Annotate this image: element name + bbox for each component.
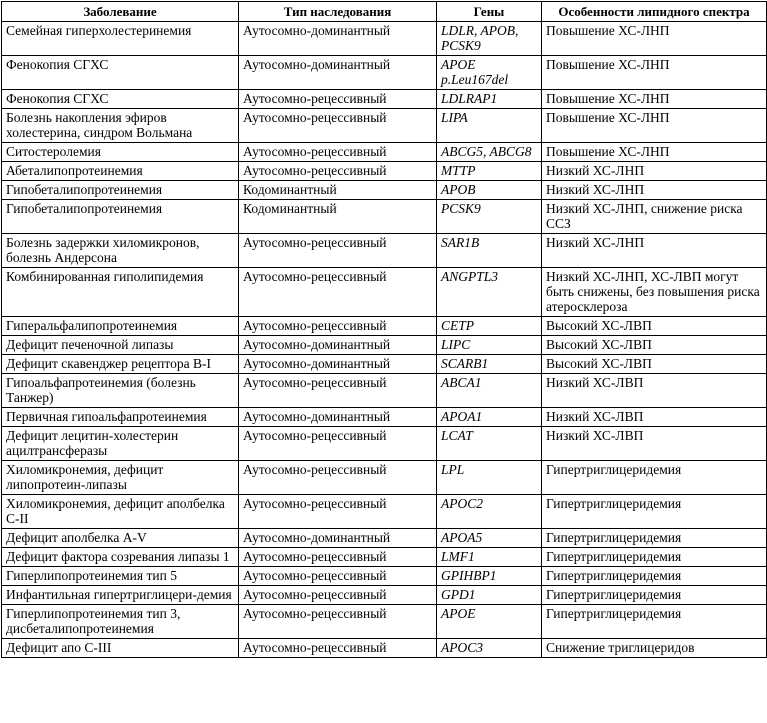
table-row	[2, 374, 767, 408]
table-row	[2, 605, 767, 639]
cell-lipid-profile: Низкий ХС-ЛНП, снижение риска ССЗ	[542, 200, 767, 234]
cell-lipid-profile: Повышение ХС-ЛНП	[542, 143, 767, 162]
cell-inheritance: Аутосомно-рецессивный	[239, 605, 437, 639]
cell-genes: ABCG5, ABCG8	[437, 143, 542, 162]
cell-genes: APOE p.Leu167del	[437, 56, 542, 90]
table-row	[2, 22, 767, 56]
table-row	[2, 109, 767, 143]
table-row	[2, 317, 767, 336]
cell-genes: LCAT	[437, 427, 542, 461]
cell-genes: LIPA	[437, 109, 542, 143]
cell-lipid-profile: Низкий ХС-ЛНП	[542, 234, 767, 268]
cell-lipid-profile: Низкий ХС-ЛВП	[542, 427, 767, 461]
cell-inheritance: Аутосомно-рецессивный	[239, 586, 437, 605]
cell-lipid-profile: Гипертриглицеридемия	[542, 548, 767, 567]
table-row	[2, 268, 767, 317]
cell-inheritance: Аутосомно-рецессивный	[239, 461, 437, 495]
cell-genes: SCARB1	[437, 355, 542, 374]
table-row	[2, 529, 767, 548]
cell-inheritance: Аутосомно-рецессивный	[239, 162, 437, 181]
cell-genes: LMF1	[437, 548, 542, 567]
table-row	[2, 461, 767, 495]
cell-inheritance: Аутосомно-рецессивный	[239, 427, 437, 461]
header-lipid-profile: Особенности липидного спектра	[542, 2, 767, 22]
cell-genes: APOC3	[437, 639, 542, 658]
cell-inheritance: Аутосомно-рецессивный	[239, 143, 437, 162]
cell-lipid-profile: Высокий ХС-ЛВП	[542, 355, 767, 374]
cell-genes: APOB	[437, 181, 542, 200]
table-row	[2, 56, 767, 90]
cell-inheritance: Аутосомно-рецессивный	[239, 317, 437, 336]
cell-disease: Дефицит печеночной липазы	[2, 336, 239, 355]
table-row	[2, 200, 767, 234]
table-row	[2, 181, 767, 200]
cell-disease: Дефицит скавенджер рецептора B-I	[2, 355, 239, 374]
cell-disease: Гипобеталипопротеинемия	[2, 181, 239, 200]
cell-disease: Болезнь накопления эфиров холестерина, синдром Вольмана	[2, 109, 239, 143]
cell-lipid-profile: Гипертриглицеридемия	[542, 586, 767, 605]
table-row	[2, 427, 767, 461]
cell-inheritance: Аутосомно-рецессивный	[239, 374, 437, 408]
cell-genes: GPIHBP1	[437, 567, 542, 586]
cell-inheritance: Аутосомно-доминантный	[239, 408, 437, 427]
cell-lipid-profile: Гипертриглицеридемия	[542, 461, 767, 495]
cell-lipid-profile: Высокий ХС-ЛВП	[542, 336, 767, 355]
cell-genes: ABCA1	[437, 374, 542, 408]
cell-lipid-profile: Низкий ХС-ЛНП, ХС-ЛВП могут быть снижены, без повышения риска атеросклероза	[542, 268, 767, 317]
cell-genes: LDLRAP1	[437, 90, 542, 109]
table-row	[2, 586, 767, 605]
cell-genes: APOC2	[437, 495, 542, 529]
cell-genes: ANGPTL3	[437, 268, 542, 317]
cell-disease: Хиломикронемия, дефицит липопротеин-липазы	[2, 461, 239, 495]
cell-inheritance: Аутосомно-доминантный	[239, 22, 437, 56]
table-body	[2, 22, 767, 658]
cell-disease: Ситостеролемия	[2, 143, 239, 162]
cell-genes: APOA5	[437, 529, 542, 548]
table-row	[2, 567, 767, 586]
header-genes: Гены	[437, 2, 542, 22]
table-row	[2, 355, 767, 374]
cell-disease: Семейная гиперхолестеринемия	[2, 22, 239, 56]
table-row	[2, 143, 767, 162]
cell-inheritance: Аутосомно-доминантный	[239, 336, 437, 355]
document-page	[0, 1, 767, 723]
cell-disease: Первичная гипоальфапротеинемия	[2, 408, 239, 427]
cell-inheritance: Кодоминантный	[239, 200, 437, 234]
cell-lipid-profile: Гипертриглицеридемия	[542, 605, 767, 639]
table-row	[2, 162, 767, 181]
cell-genes: LIPC	[437, 336, 542, 355]
cell-lipid-profile: Повышение ХС-ЛНП	[542, 22, 767, 56]
cell-disease: Гиперальфалипопротеинемия	[2, 317, 239, 336]
cell-genes: GPD1	[437, 586, 542, 605]
cell-genes: PCSK9	[437, 200, 542, 234]
cell-disease: Болезнь задержки хиломикронов, болезнь Андерсона	[2, 234, 239, 268]
cell-lipid-profile: Низкий ХС-ЛНП	[542, 162, 767, 181]
cell-inheritance: Аутосомно-рецессивный	[239, 234, 437, 268]
cell-disease: Дефицит фактора созревания липазы 1	[2, 548, 239, 567]
cell-genes: MTTP	[437, 162, 542, 181]
cell-genes: CETP	[437, 317, 542, 336]
cell-disease: Фенокопия СГХС	[2, 56, 239, 90]
cell-lipid-profile: Повышение ХС-ЛНП	[542, 56, 767, 90]
table-header	[2, 2, 767, 22]
cell-disease: Инфантильная гипертриглицери-демия	[2, 586, 239, 605]
cell-disease: Гипоальфапротеинемия (болезнь Танжер)	[2, 374, 239, 408]
cell-inheritance: Аутосомно-доминантный	[239, 56, 437, 90]
header-row	[2, 2, 767, 22]
table-row	[2, 408, 767, 427]
cell-lipid-profile: Гипертриглицеридемия	[542, 495, 767, 529]
table-row	[2, 639, 767, 658]
cell-disease: Дефицит аполбелка A-V	[2, 529, 239, 548]
cell-disease: Фенокопия СГХС	[2, 90, 239, 109]
cell-lipid-profile: Высокий ХС-ЛВП	[542, 317, 767, 336]
cell-genes: LPL	[437, 461, 542, 495]
cell-lipid-profile: Повышение ХС-ЛНП	[542, 109, 767, 143]
cell-disease: Дефицит апо C-III	[2, 639, 239, 658]
table-row	[2, 548, 767, 567]
cell-genes: LDLR, APOB, PCSK9	[437, 22, 542, 56]
cell-inheritance: Кодоминантный	[239, 181, 437, 200]
cell-lipid-profile: Низкий ХС-ЛВП	[542, 374, 767, 408]
cell-disease: Гиперлипопротеинемия тип 5	[2, 567, 239, 586]
cell-lipid-profile: Повышение ХС-ЛНП	[542, 90, 767, 109]
cell-genes: APOE	[437, 605, 542, 639]
table-row	[2, 90, 767, 109]
cell-inheritance: Аутосомно-рецессивный	[239, 109, 437, 143]
cell-inheritance: Аутосомно-рецессивный	[239, 268, 437, 317]
cell-disease: Гиперлипопротеинемия тип 3, дисбеталипопротеинемия	[2, 605, 239, 639]
cell-lipid-profile: Гипертриглицеридемия	[542, 529, 767, 548]
cell-genes: APOA1	[437, 408, 542, 427]
cell-lipid-profile: Низкий ХС-ЛНП	[542, 181, 767, 200]
cell-genes: SAR1B	[437, 234, 542, 268]
header-inheritance: Тип наследования	[239, 2, 437, 22]
lipid-disorders-table	[1, 1, 767, 658]
table-row	[2, 234, 767, 268]
cell-disease: Абеталипопротеинемия	[2, 162, 239, 181]
cell-inheritance: Аутосомно-доминантный	[239, 529, 437, 548]
cell-disease: Комбинированная гиполипидемия	[2, 268, 239, 317]
cell-inheritance: Аутосомно-рецессивный	[239, 548, 437, 567]
cell-disease: Хиломикронемия, дефицит аполбелка C-II	[2, 495, 239, 529]
cell-disease: Дефицит лецитин-холестерин ацилтрансферазы	[2, 427, 239, 461]
cell-inheritance: Аутосомно-рецессивный	[239, 639, 437, 658]
cell-inheritance: Аутосомно-рецессивный	[239, 567, 437, 586]
table-row	[2, 495, 767, 529]
cell-lipid-profile: Снижение триглицеридов	[542, 639, 767, 658]
cell-inheritance: Аутосомно-рецессивный	[239, 90, 437, 109]
table-row	[2, 336, 767, 355]
cell-lipid-profile: Низкий ХС-ЛВП	[542, 408, 767, 427]
header-disease: Заболевание	[2, 2, 239, 22]
cell-disease: Гипобеталипопротеинемия	[2, 200, 239, 234]
cell-inheritance: Аутосомно-доминантный	[239, 355, 437, 374]
cell-lipid-profile: Гипертриглицеридемия	[542, 567, 767, 586]
cell-inheritance: Аутосомно-рецессивный	[239, 495, 437, 529]
